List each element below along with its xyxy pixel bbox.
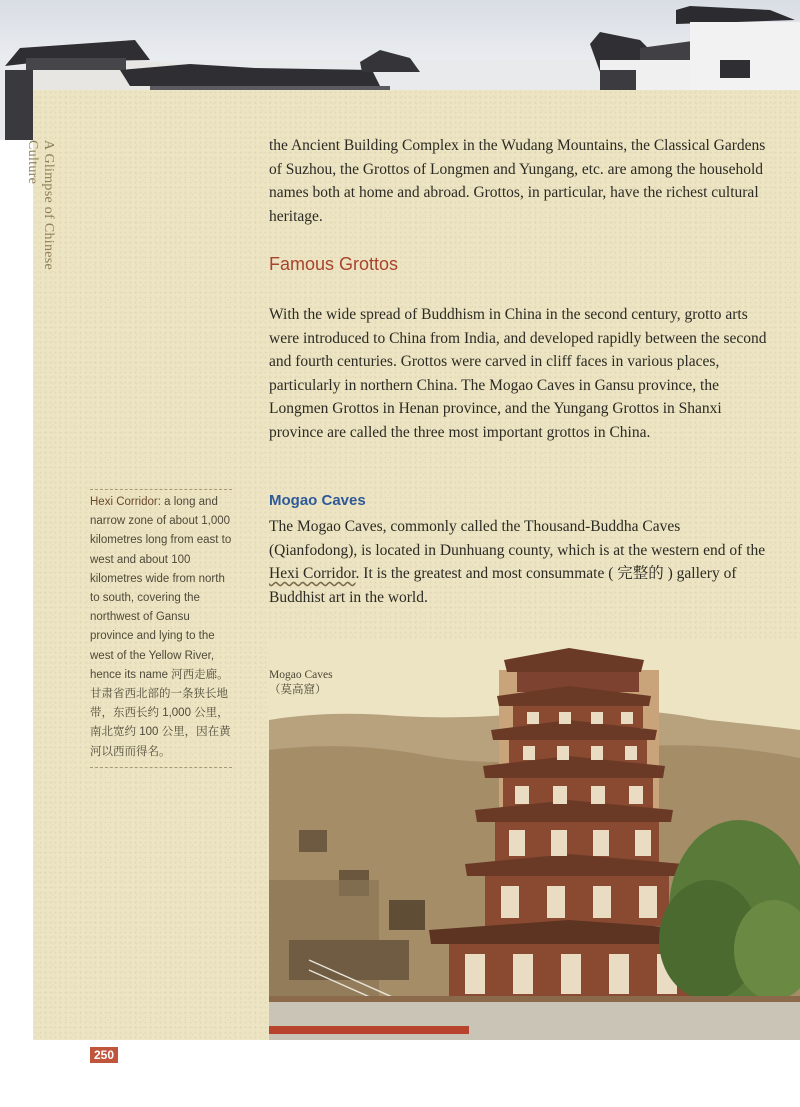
side-note-chinese: 甘肃省西北部的一条狭长地带，东西长约 1,000 公里，南北宽约 100 公里，因在黄河以西而得名。 xyxy=(90,688,231,758)
mogao-text-part1: The Mogao Caves, commonly called the Thousand-Buddha Caves (Qianfodong), is located in Dunhuang county, which is at the western end of the xyxy=(269,518,766,559)
photo-caption-en: Mogao Caves xyxy=(269,669,333,681)
mogao-caves-photo xyxy=(269,640,800,1040)
photo-caption xyxy=(269,668,333,698)
heading-famous-grottos: Famous Grottos xyxy=(269,254,399,274)
side-note-hexi-corridor xyxy=(90,489,232,768)
photo-caption-zh: （莫高窟） xyxy=(269,684,327,696)
book-side-title: A Glimpse of Chinese Culture xyxy=(25,140,56,271)
mogao-text-part2: . It is the greatest and most consummate ( 完整的 ) gallery of Buddhist art in the world. xyxy=(269,565,737,606)
mogao-pagoda-illustration xyxy=(269,640,800,1040)
glossary-term-hexi-corridor: Hexi Corridor xyxy=(269,565,356,582)
mogao-paragraph xyxy=(269,515,769,609)
side-note-term: Hexi Corridor: xyxy=(90,496,161,508)
famous-grottos-paragraph: With the wide spread of Buddhism in China in the second century, grotto arts were introduced to China from India, and developed rapidly between the second and fourth centuries. Grottos were carved in cliff faces in various places, particularly in northern China. The Mogao Caves in Gansu province, the Longmen Grottos in Henan province, and the Yungang Grottos in Shanxi province are called the three most important grottos in China. xyxy=(269,306,767,441)
page-number: 250 xyxy=(90,1047,118,1063)
intro-paragraph: the Ancient Building Complex in the Wudang Mountains, the Classical Gardens of Suzhou, the Grottos of Longmen and Yungang, etc. are among the household names both at home and abroad. Grottos, in particular, have the richest cultural heritage. xyxy=(269,137,766,225)
side-note-english: a long and narrow zone of about 1,000 kilometres long from east to west and about 100 kilometres wide from north to south, covering the northwest of Gansu province and lying to the west of the Yellow River, hence its name 河西走廊。 xyxy=(90,496,232,681)
heading-mogao-caves: Mogao Caves xyxy=(269,492,366,509)
